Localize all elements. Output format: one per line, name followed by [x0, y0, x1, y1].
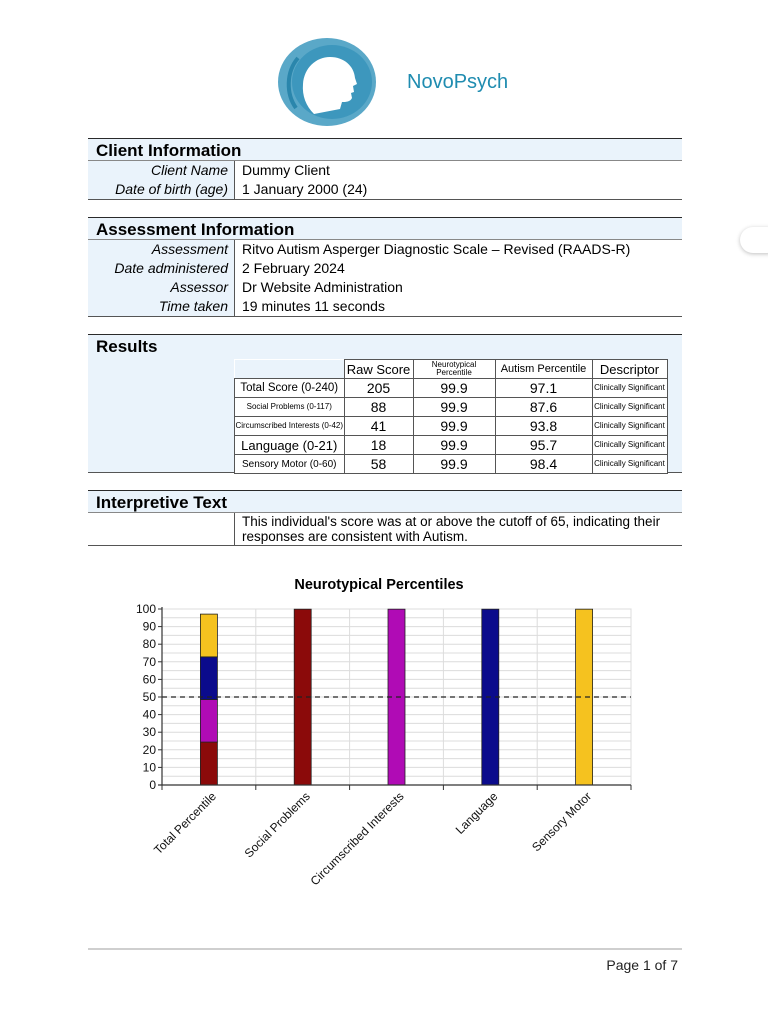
neurotypical-percentile-cell: 99.9	[413, 417, 495, 436]
date-administered-row	[88, 259, 682, 278]
neurotypical-percentile-cell: 99.9	[413, 379, 495, 398]
neurotypical-percentile-cell: 99.9	[413, 455, 495, 474]
column-header: Descriptor	[592, 360, 667, 379]
results-title: Results	[88, 334, 682, 357]
descriptor-cell: Clinically Significant	[592, 379, 667, 398]
client-information-section	[88, 138, 682, 200]
interpretive-body	[88, 513, 682, 546]
table-row	[235, 455, 668, 474]
table-row	[235, 436, 668, 455]
raw-score-cell: 18	[344, 436, 413, 455]
raw-score-cell: 41	[344, 417, 413, 436]
autism-percentile-cell: 97.1	[495, 379, 592, 398]
date-of-birth-row	[88, 180, 682, 199]
descriptor-cell: Clinically Significant	[592, 455, 667, 474]
results-table	[234, 359, 668, 474]
interpretive-text: This individual's score was at or above the cutoff of 65, indicating their responses are consistent with Autism.	[234, 513, 682, 545]
table-corner	[235, 360, 345, 379]
table-row	[235, 417, 668, 436]
neurotypical-percentiles-chart	[0, 560, 768, 900]
brand-name: NovoPsych	[407, 71, 509, 93]
field-label: Date administered	[88, 259, 234, 278]
y-tick-label: 100	[135, 602, 156, 616]
client-information-title: Client Information	[88, 138, 682, 161]
chart-title: Neurotypical Percentiles	[294, 577, 464, 593]
x-tick-label: Sensory Motor	[529, 789, 595, 855]
autism-percentile-cell: 87.6	[495, 398, 592, 417]
y-tick-label: 40	[142, 707, 156, 722]
y-tick-label: 80	[142, 637, 156, 652]
autism-percentile-cell: 93.8	[495, 417, 592, 436]
bar-segment	[200, 657, 217, 700]
raw-score-cell: 205	[344, 379, 413, 398]
y-tick-label: 30	[142, 725, 156, 740]
y-tick-label: 20	[142, 742, 156, 757]
field-value: Dr Website Administration	[234, 278, 682, 297]
y-tick-label: 70	[142, 654, 156, 669]
y-tick-label: 90	[142, 619, 156, 634]
field-label: Date of birth (age)	[88, 180, 234, 199]
head-profile-logo-icon	[276, 36, 378, 128]
field-value: Ritvo Autism Asperger Diagnostic Scale – Revised (RAADS-R)	[234, 240, 682, 259]
neurotypical-percentile-cell: 99.9	[413, 398, 495, 417]
raw-score-cell: 58	[344, 455, 413, 474]
assessment-row	[88, 240, 682, 259]
side-handle[interactable]	[740, 227, 768, 253]
field-value: 1 January 2000 (24)	[234, 180, 682, 199]
x-tick-label: Social Problems	[241, 789, 313, 861]
autism-percentile-cell: 95.7	[495, 436, 592, 455]
y-tick-label: 0	[149, 778, 156, 792]
bar-segment	[200, 614, 217, 657]
descriptor-cell: Clinically Significant	[592, 436, 667, 455]
bar-segment	[200, 699, 217, 742]
results-section	[88, 334, 682, 473]
assessment-information-section	[88, 217, 682, 317]
y-tick-label: 50	[142, 690, 156, 704]
row-label: Total Score (0-240)	[235, 379, 345, 398]
raw-score-cell: 88	[344, 398, 413, 417]
field-label: Client Name	[88, 161, 234, 180]
field-value: 2 February 2024	[234, 259, 682, 278]
field-label: Assessor	[88, 278, 234, 297]
interpretive-text-section	[88, 490, 682, 546]
x-tick-label: Circumscribed Interests	[307, 789, 407, 889]
column-header: Neurotypical Percentile	[413, 360, 495, 379]
y-tick-label: 60	[142, 672, 156, 687]
autism-percentile-cell: 98.4	[495, 455, 592, 474]
field-label: Assessment	[88, 240, 234, 259]
assessment-information-title: Assessment Information	[88, 217, 682, 240]
field-value: 19 minutes 11 seconds	[234, 297, 682, 316]
table-row	[235, 379, 668, 398]
client-name-row	[88, 161, 682, 180]
interpretive-text-title: Interpretive Text	[88, 490, 682, 513]
column-header: Autism Percentile	[495, 360, 592, 379]
footer-divider	[88, 948, 682, 950]
descriptor-cell: Clinically Significant	[592, 417, 667, 436]
results-table-container	[88, 357, 682, 473]
row-label: Sensory Motor (0-60)	[235, 455, 345, 474]
x-tick-label: Total Percentile	[151, 789, 220, 858]
page-number: Page 1 of 7	[606, 957, 678, 973]
table-row	[235, 398, 668, 417]
neurotypical-percentile-cell: 99.9	[413, 436, 495, 455]
field-label: Time taken	[88, 297, 234, 316]
row-label: Social Problems (0-117)	[235, 398, 345, 417]
assessor-row	[88, 278, 682, 297]
time-taken-row	[88, 297, 682, 316]
row-label: Circumscribed Interests (0-42)	[235, 417, 345, 436]
field-value: Dummy Client	[234, 161, 682, 180]
descriptor-cell: Clinically Significant	[592, 398, 667, 417]
row-label: Language (0-21)	[235, 436, 345, 455]
column-header: Raw Score	[344, 360, 413, 379]
y-tick-label: 10	[142, 760, 156, 775]
bar-segment	[200, 742, 217, 785]
x-tick-label: Language	[452, 789, 501, 837]
